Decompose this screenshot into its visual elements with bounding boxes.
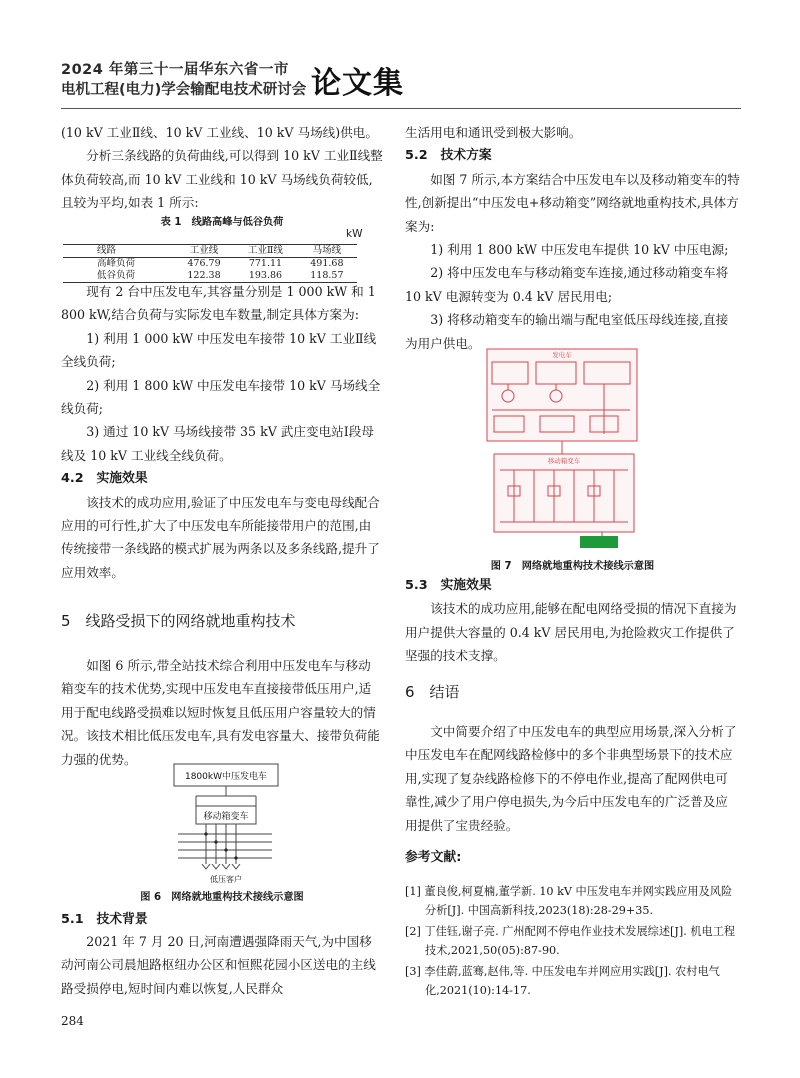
right-column xyxy=(405,121,740,355)
figure-6-customer-label: 低压客户 xyxy=(210,875,242,884)
paragraph: 生活用电和通讯受到极大影响。 xyxy=(405,125,582,140)
table-header: 工业线 xyxy=(189,245,219,256)
reference-item: [3] 李佳蔚,蓝骞,赵伟,等. 中压发电车并网应用实践[J]. 农村电气化,2021(10):14-17. xyxy=(405,965,720,997)
load-table xyxy=(63,244,357,283)
table-caption: 表 1 线路高峰与低谷负荷 xyxy=(160,217,284,228)
paragraph: 文中简要介绍了中压发电车的典型应用场景,深入分析了中压发电车在配网线路检修中的多个非典型场景下的技术应用,实现了复杂线路检修下的不停电作业,提高了配网供电可靠性,减少了用户停电损失,为今后中压发电车的广泛普及应用提供了宝贵经验。 xyxy=(405,724,737,833)
figure-7-transformer-label: 移动箱变车 xyxy=(547,457,581,465)
figure-6-generator-label: 1800kW中压发电车 xyxy=(184,772,268,782)
paragraph: 分析三条线路的负荷曲线,可以得到 10 kV 工业Ⅱ线整体负荷较高,而 10 kV 工业线和 10 kV 马场线负荷较低,且较为平均,如表 1 所示: xyxy=(61,148,383,211)
section-heading: 5 线路受损下的网络就地重构技术 xyxy=(61,612,296,630)
header-conference-line1: 2024 年第三十一届华东六省一市 xyxy=(61,62,289,78)
table-cell: 771.11 xyxy=(248,258,283,269)
paragraph: 该技术的成功应用,能够在配电网络受损的情况下直接为用户提供大容量的 0.4 kV 居民用电,为抢险救灾工作提供了坚强的技术支撑。 xyxy=(405,601,737,664)
section-heading: 4.2 实施效果 xyxy=(61,471,148,487)
left-column-body xyxy=(61,280,383,584)
page-number: 284 xyxy=(61,1014,84,1028)
table-cell: 476.79 xyxy=(187,258,221,269)
paragraph: 如图 7 所示,本方案结合中压发电车以及移动箱变车的特性,创新提出“中压发电+移动箱变”网络就地重构技术,具体方案为: xyxy=(405,171,740,234)
list-item: 1) 利用 1 800 kW 中压发电车提供 10 kV 中压电源; xyxy=(430,242,729,258)
right-column-section53 xyxy=(405,574,740,668)
paragraph: 如图 6 所示,带全站技术综合利用中压发电车与移动箱变车的技术优势,实现中压发电车直接接带低压用户,适用于配电线路受损难以短时恢复且低压用户容量较大的情况。该技术相比低压发电车,具有发电容量大、接带负荷能力强的优势。 xyxy=(61,658,380,767)
table-header: 线路 xyxy=(97,245,117,256)
table-cell: 122.38 xyxy=(187,270,221,281)
table-cell: 118.57 xyxy=(310,270,344,281)
section-heading: 5.2 技术方案 xyxy=(405,148,492,164)
left-column-section51 xyxy=(61,930,383,1000)
reference-item: [2] 丁佳钰,谢子亮. 广州配网不停电作业技术发展综述[J]. 机电工程技术,2021,50(05):87-90. xyxy=(405,925,736,957)
table-cell: 高峰负荷 xyxy=(97,258,136,269)
section-heading: 5.1 技术背景 xyxy=(61,912,148,927)
table-cell: 低谷负荷 xyxy=(97,270,136,281)
references-list xyxy=(405,882,740,1000)
figure-6-caption: 图 6 网络就地重构技术接线示意图 xyxy=(140,892,304,903)
table-cell: 193.86 xyxy=(248,270,283,281)
paragraph: (10 kV 工业Ⅱ线、10 kV 工业线、10 kV 马场线)供电。 xyxy=(61,125,378,140)
list-item: 3) 通过 10 kV 马场线接带 35 kV 武庄变电站Ⅰ段母线及 10 kV 工业线全线负荷。 xyxy=(61,424,374,463)
list-item: 2) 将中压发电车与移动箱变车连接,通过移动箱变车将 10 kV 电源转变为 0.4 kV 居民用电; xyxy=(405,265,729,304)
figure-7-diagram xyxy=(484,346,646,552)
table-row xyxy=(63,258,357,271)
figure-6-box-transformer-label: 移动箱变车 xyxy=(203,812,249,822)
list-item: 3) 将移动箱变车的输出端与配电室低压母线连接,直接为用户供电。 xyxy=(405,312,729,351)
figure-7 xyxy=(484,346,646,552)
references-heading: 参考文献: xyxy=(405,850,462,865)
table-cell: 491.68 xyxy=(310,258,344,269)
table-header: 工业Ⅱ线 xyxy=(247,245,283,256)
figure-6 xyxy=(172,762,282,886)
header-proceedings-title: 论文集 xyxy=(311,66,404,101)
table-unit: kW xyxy=(346,228,363,240)
section-heading: 5.3 实施效果 xyxy=(405,578,492,593)
section-heading: 6 结语 xyxy=(405,683,460,701)
paragraph: 2021 年 7 月 20 日,河南遭遇强降雨天气,为中国移动河南公司晨旭路枢纽办公区和恒熙花园小区送电的主线路受损停电,短时间内难以恢复,人民群众 xyxy=(61,934,376,996)
right-column-section6 xyxy=(405,720,740,837)
left-column-section5 xyxy=(61,654,383,771)
reference-item: [1] 董良俊,柯夏楠,董学新. 10 kV 中压发电车并网实践应用及风险分析[J]. 中国高新科技,2023(18):28-29+35. xyxy=(405,885,733,917)
table-header-row xyxy=(63,245,357,258)
figure-7-generator-label: 发电车 xyxy=(552,351,572,359)
left-column xyxy=(61,121,383,215)
paragraph: 现有 2 台中压发电车,其容量分别是 1 000 kW 和 1 800 kW,结合负荷与实际发电车数量,制定具体方案为: xyxy=(61,284,376,323)
figure-7-caption: 图 7 网络就地重构技术接线示意图 xyxy=(490,561,655,572)
list-item: 2) 利用 1 800 kW 中压发电车接带 10 kV 马场线全线负荷; xyxy=(61,377,381,417)
list-item: 1) 利用 1 000 kW 中压发电车接带 10 kV 工业Ⅱ线全线负荷; xyxy=(61,330,377,370)
figure-6-diagram xyxy=(172,762,282,886)
header-divider xyxy=(61,108,741,109)
load-table-wrap xyxy=(63,244,357,283)
table-header: 马场线 xyxy=(312,245,342,256)
paragraph: 该技术的成功应用,验证了中压发电车与变电母线配合应用的可行性,扩大了中压发电车所能接带用户的范围,由传统接带一条线路的模式扩展为两条以及多条线路,提升了应用效率。 xyxy=(61,494,380,580)
header-conference-line2: 电机工程(电力)学会输配电技术研讨会 xyxy=(61,82,307,98)
